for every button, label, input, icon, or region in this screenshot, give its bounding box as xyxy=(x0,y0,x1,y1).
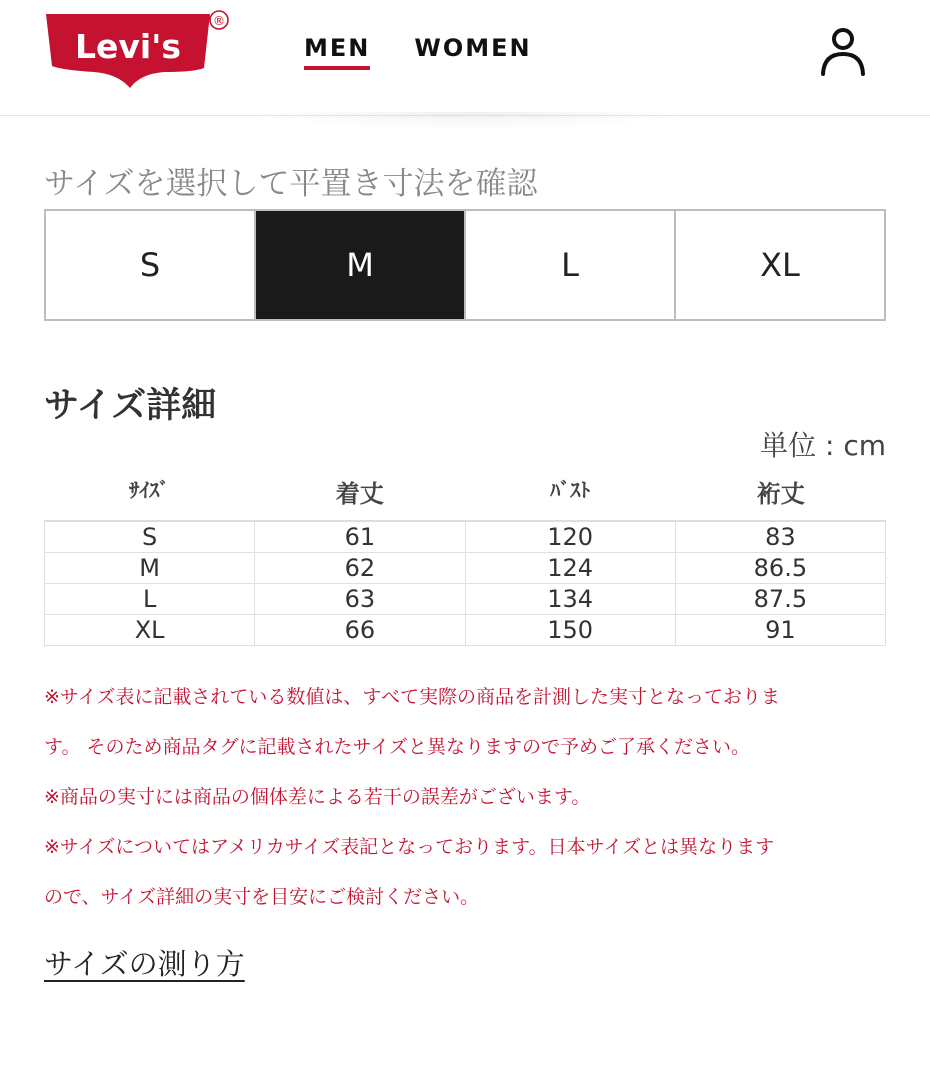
table-cell: 61 xyxy=(255,521,465,553)
note-line: ※サイズについてはアメリカサイズ表記となっております。日本サイズとは異なります xyxy=(44,836,775,858)
levis-logo[interactable] xyxy=(44,10,240,90)
table-cell: L xyxy=(45,584,255,615)
size-tab-l[interactable]: L xyxy=(466,211,676,319)
unit-label: 単位 : cm xyxy=(760,429,886,462)
table-cell: XL xyxy=(45,615,255,646)
size-table-header xyxy=(44,474,886,509)
size-table xyxy=(44,520,886,646)
note-line: す。 そのため商品タグに記載されたサイズと異なりますので予めご了承ください。 xyxy=(44,736,751,758)
table-cell: 87.5 xyxy=(675,584,885,615)
size-select-title: サイズを選択して平置き寸法を確認 xyxy=(44,166,538,202)
size-detail-title: サイズ詳細 xyxy=(44,386,217,426)
column-header-bust: ﾊﾞｽﾄ xyxy=(550,478,591,502)
size-tab-m[interactable]: M xyxy=(256,211,466,319)
table-cell: 83 xyxy=(675,521,885,553)
user-icon[interactable] xyxy=(818,26,868,78)
table-cell: 62 xyxy=(255,553,465,584)
table-cell: 134 xyxy=(465,584,675,615)
levis-logo-mark xyxy=(44,10,240,90)
size-tab-s[interactable]: S xyxy=(46,211,256,319)
size-tab-xl[interactable]: XL xyxy=(676,211,884,319)
header-shadow xyxy=(250,112,690,130)
nav-men[interactable]: MEN xyxy=(304,34,370,70)
column-header-sleeve: 裄丈 xyxy=(756,480,805,508)
nav-women[interactable]: WOMEN xyxy=(414,34,532,62)
how-to-measure-link[interactable]: サイズの測り方 xyxy=(44,947,245,981)
note-line: ※商品の実寸には商品の個体差による若干の誤差がございます。 xyxy=(44,786,591,808)
table-cell: 91 xyxy=(675,615,885,646)
table-cell: 150 xyxy=(465,615,675,646)
note-line: ※サイズ表に記載されている数値は、すべて実際の商品を計測した実寸となっておりま xyxy=(44,686,781,708)
svg-text:Levi's: Levi's xyxy=(75,27,181,66)
note-line: ので、サイズ詳細の実寸を目安にご検討ください。 xyxy=(44,886,480,908)
table-row xyxy=(45,553,886,584)
table-cell: 66 xyxy=(255,615,465,646)
table-cell: M xyxy=(45,553,255,584)
svg-text:®: ® xyxy=(213,14,225,28)
site-header xyxy=(0,0,930,116)
size-notes xyxy=(44,672,894,922)
table-cell: 63 xyxy=(255,584,465,615)
table-row xyxy=(45,584,886,615)
table-row xyxy=(45,521,886,553)
table-cell: S xyxy=(45,521,255,553)
column-header-size: ｻｲｽﾞ xyxy=(129,478,170,502)
size-tabs xyxy=(44,209,886,321)
table-cell: 86.5 xyxy=(675,553,885,584)
column-header-length: 着丈 xyxy=(335,480,384,508)
table-cell: 124 xyxy=(465,553,675,584)
table-cell: 120 xyxy=(465,521,675,553)
main-nav xyxy=(304,34,532,70)
table-row xyxy=(45,615,886,646)
